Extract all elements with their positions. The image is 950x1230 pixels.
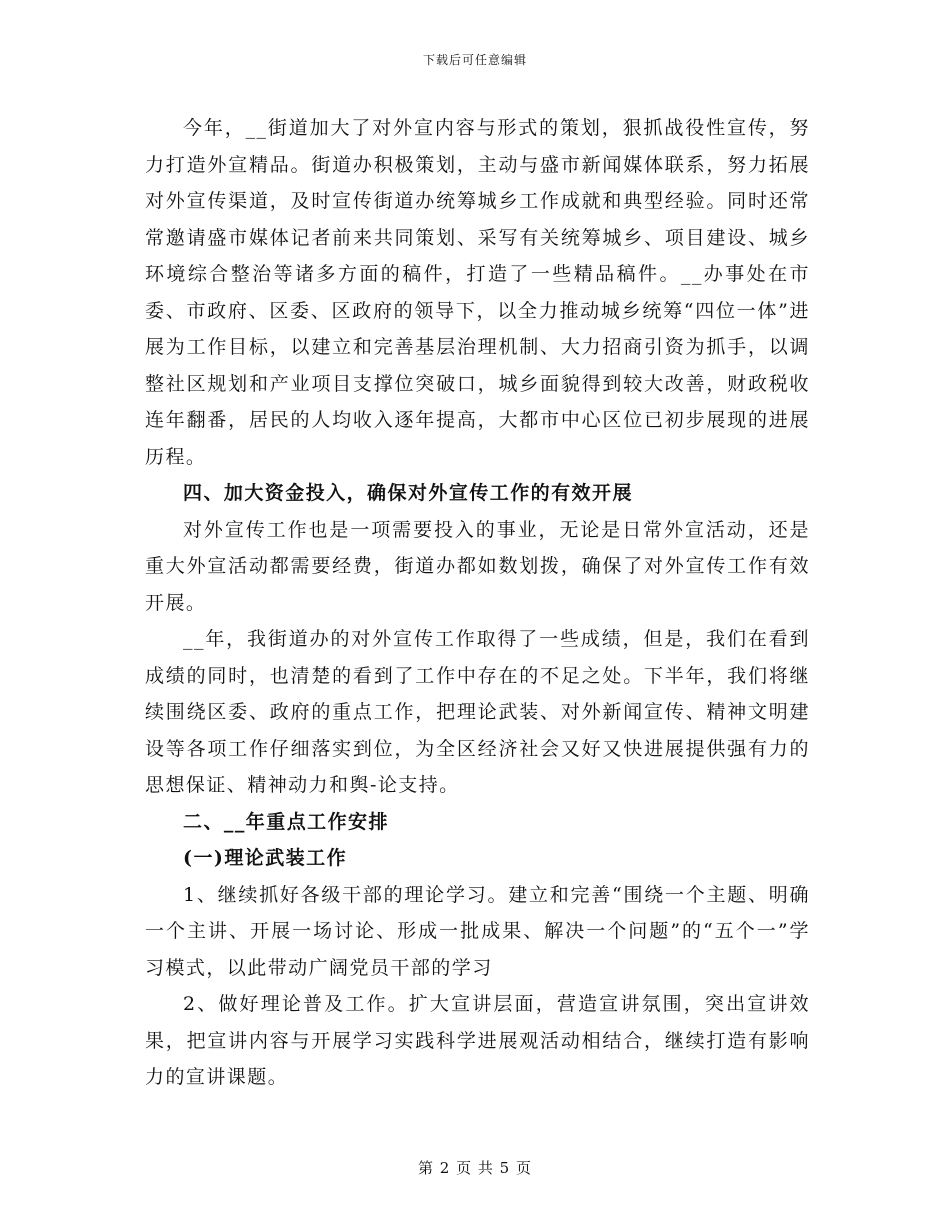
page-number-footer: 第 2 页 共 5 页 [418,1159,532,1177]
section-heading-key-work: 二、__年重点工作安排 [183,810,389,833]
page-header-note: 下载后可任意编辑 [422,53,527,67]
paragraph-theory-popularization: 2、做好理论普及工作。扩大宣讲层面，营造宣讲氛围，突出宣讲效果，把宣讲内容与开展学习实践科学进展观活动相结合，继续打造有影响力的宣讲课题。 [145,993,810,1088]
paragraph-summary: __年，我街道办的对外宣传工作取得了一些成绩，但是，我们在看到成绩的同时，也清楚的看到了工作中存在的不足之处。下半年，我们将继续围绕区委、政府的重点工作，把理论武装、对外新闻宣传、精神文明建设等各项工作仔细落实到位，为全区经济社会又好又快进展提供强有力的思想保证、精神动力和舆-论支持。 [145,628,810,796]
subsection-heading-theory: (一)理论武装工作 [183,847,348,869]
paragraph-theory-study: 1、继续抓好各级干部的理论学习。建立和完善“围绕一个主题、明确一个主讲、开展一场讨论、形成一批成果、解决一个问题”的“五个一”学习模式，以此带动广阔党员干部的学习 [145,883,810,979]
section-heading-funding: 四、加大资金投入，确保对外宣传工作的有效开展 [183,482,633,504]
paragraph-funding: 对外宣传工作也是一项需要投入的事业，无论是日常外宣活动，还是重大外宣活动都需要经费，街道办都如数划拨，确保了对外宣传工作有效开展。 [145,518,810,614]
document-body [145,110,810,1096]
paragraph-external-publicity: 今年，__街道加大了对外宣内容与形式的策划，狠抓战役性宣传，努力打造外宣精品。街道办积极策划，主动与盛市新闻媒体联系，努力拓展对外宣传渠道，及时宣传街道办统筹城乡工作成就和典型经验。同时还常常邀请盛市媒体记者前来共同策划、采写有关统筹城乡、项目建设、城乡环境综合整治等诸多方面的稿件，打造了一些精品稿件。__办事处在市委、市政府、区委、区政府的领导下，以全力推动城乡统筹“四位一体”进展为工作目标，以建立和完善基层治理机制、大力招商引资为抓手，以调整社区规划和产业项目支撑位突破口，城乡面貌得到较大改善，财政税收连年翻番，居民的人均收入逐年提高，大都市中心区位已初步展现的进展历程。 [145,117,810,468]
